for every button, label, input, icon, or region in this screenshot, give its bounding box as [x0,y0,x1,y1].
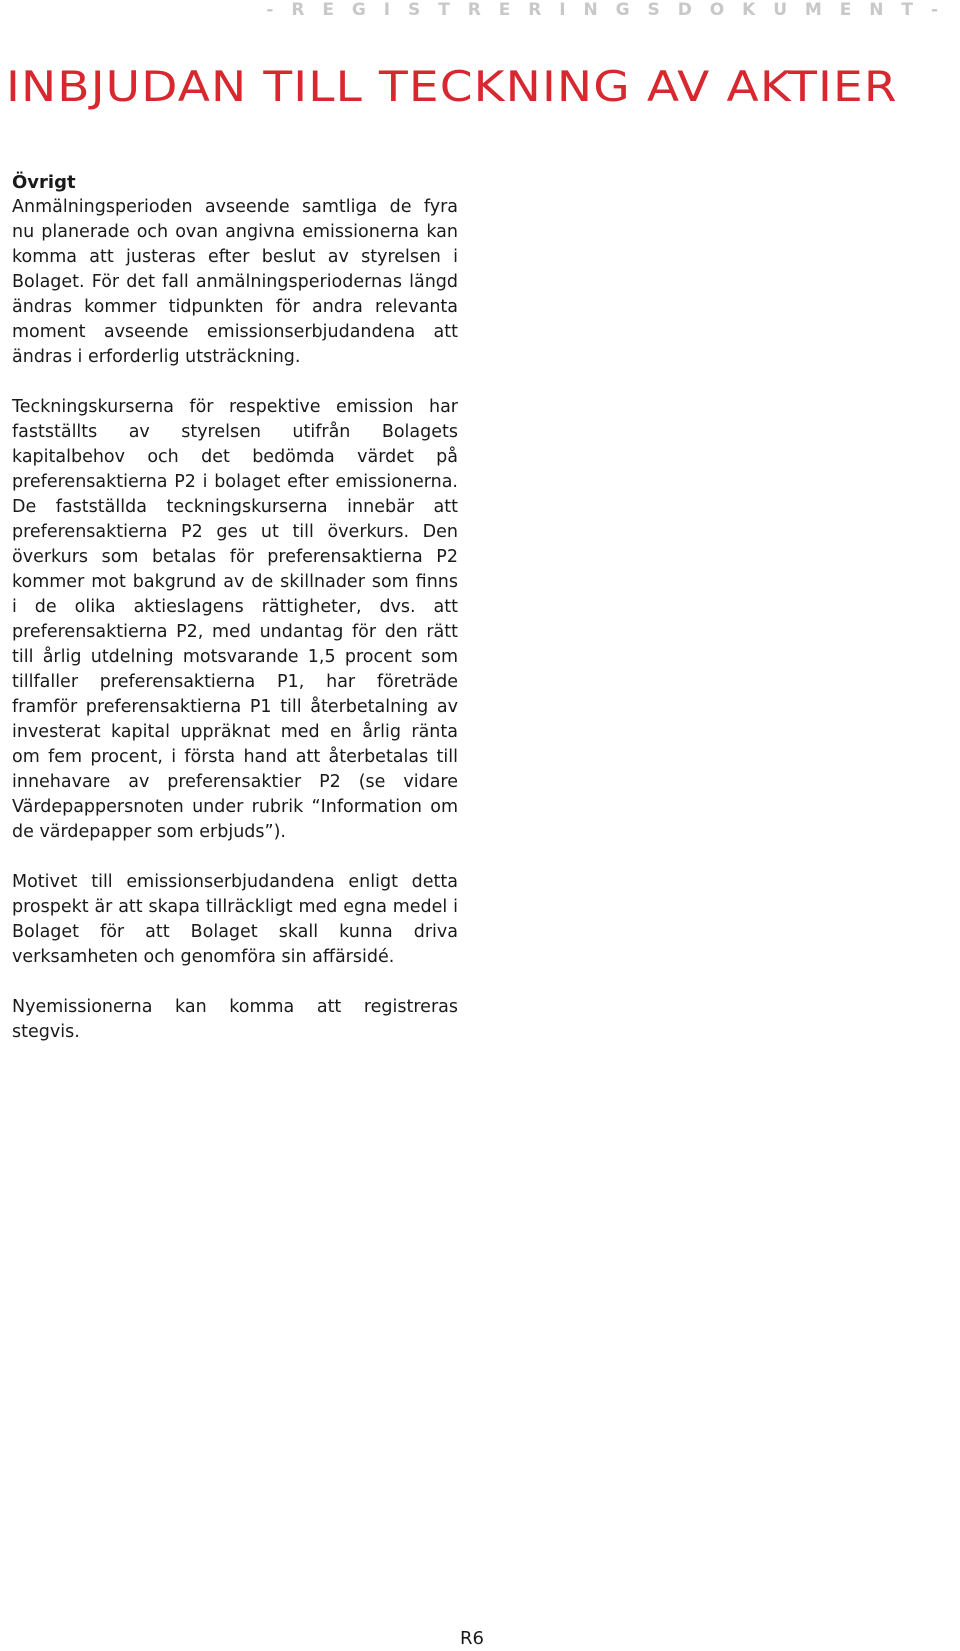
page-title: INBJUDAN TILL TECKNING AV AKTIER [6,62,898,111]
page-number: R6 [460,1628,484,1649]
main-content [12,170,458,1070]
paragraph-registrering: Nyemissionerna kan komma att registreras stegvis. [12,997,458,1042]
document-type-label: - R E G I S T R E R I N G S D O K U M E N T - [266,0,944,20]
paragraph-teckningskurser: Teckningskurserna för respektive emission har fastställts av styrelsen utifrån Bolagets kapitalbehov och det bedömda värdet på preferensaktierna P2 i bolaget efter emissionerna. De fastställda teckningskurserna innebär att preferensaktierna P2 ges ut till överkurs. Den överkurs som betalas för preferensaktierna P2 kommer mot bakgrund av de skillnader som finns i de olika aktieslagens rättigheter, dvs. att preferensaktierna P2, med undantag för den rätt till årlig utdelning motsvarande 1,5 procent som tillfaller preferensaktierna P1, har företräde framför preferensaktierna P1 till återbetalning av investerat kapital uppräknat med en årlig ränta om fem procent, i första hand att återbetalas till innehavare av preferensaktier P2 (se vidare Värdepappersnoten under rubrik “Information om de värdepapper som erbjuds”). [12,397,458,842]
section-heading: Övrigt [12,172,76,193]
paragraph-motiv: Motivet till emissionserbjudandena enligt detta prospekt är att skapa tillräckligt med egna medel i Bolaget för att Bolaget skall kunna driva verksamheten och genomföra sin affärsidé. [12,872,458,967]
paragraph-anmalningsperiod: Anmälningsperioden avseende samtliga de fyra nu planerade och ovan angivna emissionerna kan komma att justeras efter beslut av styrelsen i Bolaget. För det fall anmälningsperiodernas längd ändras kommer tidpunkten för andra relevanta moment avseende emissionserbjudandena att ändras i erforderlig utsträckning. [12,197,458,367]
